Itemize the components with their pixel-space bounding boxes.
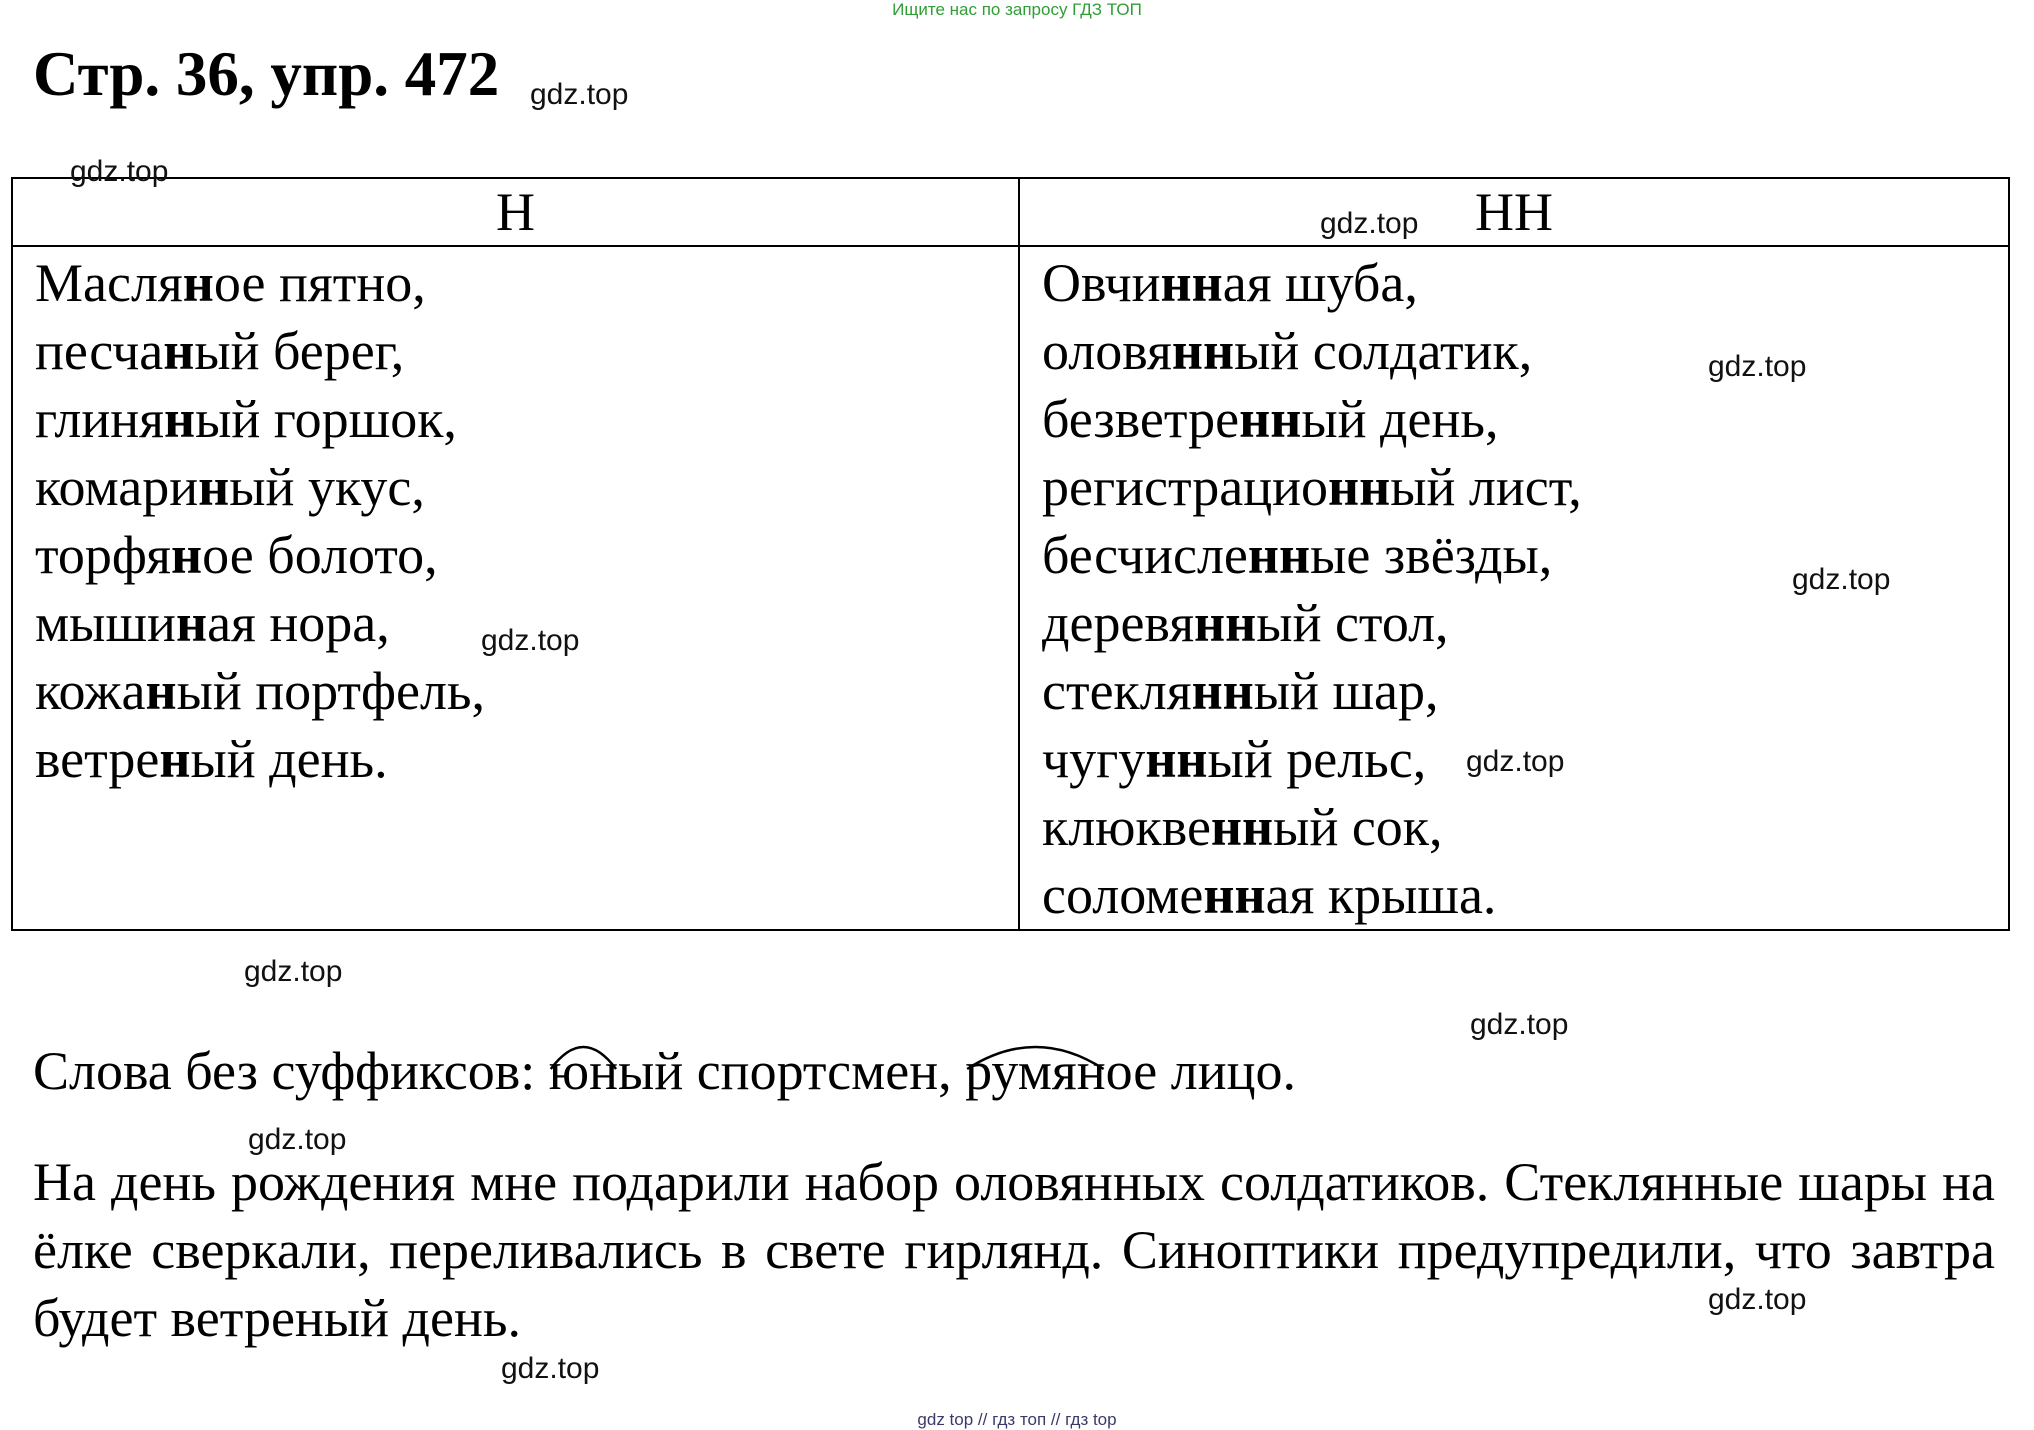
- word-item: [1042, 385, 2008, 453]
- watermark: gdz.top: [1470, 1008, 1569, 1041]
- highlighted-letters: нн: [1239, 389, 1302, 449]
- highlighted-letters: нн: [1145, 729, 1208, 789]
- word-part: глиня: [35, 389, 164, 449]
- word-part: Овчи: [1042, 253, 1161, 313]
- watermark: gdz.top: [248, 1123, 347, 1156]
- table-body-row: [12, 246, 2009, 930]
- word-part: оловя: [1042, 321, 1172, 381]
- word-part: ое пятно,: [213, 253, 426, 313]
- word-part: ый рельс,: [1207, 729, 1427, 789]
- highlighted-letters: н: [164, 389, 196, 449]
- table-header-row: [12, 178, 2009, 246]
- word-part: ый берег,: [194, 321, 405, 381]
- word-part: ое болото,: [202, 525, 438, 585]
- highlighted-letters: нн: [1247, 525, 1311, 585]
- word-item: [1042, 589, 2008, 657]
- highlighted-letters: нн: [1191, 661, 1254, 721]
- word-part: ый солдатик,: [1234, 321, 1533, 381]
- highlighted-letters: нн: [1194, 593, 1257, 653]
- root-rumyan: румян: [965, 1041, 1106, 1101]
- word-item: [35, 317, 1018, 385]
- word-part: бесчисле: [1042, 525, 1248, 585]
- word-item: [35, 385, 1018, 453]
- watermark: gdz.top: [1320, 207, 1419, 240]
- highlighted-letters: н: [159, 729, 191, 789]
- n-nn-table: [11, 177, 2010, 931]
- word-part: ая крыша.: [1265, 865, 1497, 925]
- word-part: соломе: [1042, 865, 1204, 925]
- word-part: регистрацио: [1042, 457, 1329, 517]
- word-part: ый стол,: [1256, 593, 1449, 653]
- word-item: [35, 249, 1018, 317]
- highlighted-letters: н: [182, 253, 214, 313]
- word-part: ая нора,: [207, 593, 390, 653]
- watermark: gdz.top: [244, 955, 343, 988]
- word-part: клюкве: [1042, 797, 1211, 857]
- footer-credits: gdz top // гдз топ // гдз top: [917, 1410, 1117, 1429]
- word-part: ый сок,: [1273, 797, 1443, 857]
- header-nn: НН: [1019, 178, 2009, 246]
- word-item: [1042, 249, 2008, 317]
- highlighted-letters: нн: [1203, 865, 1266, 925]
- watermark: gdz.top: [530, 78, 629, 111]
- word-item: [1042, 453, 2008, 521]
- highlighted-letters: н: [171, 525, 203, 585]
- word-part: комари: [35, 457, 199, 517]
- word-part: Масля: [35, 253, 183, 313]
- highlighted-letters: н: [163, 321, 195, 381]
- word-part: безветре: [1042, 389, 1240, 449]
- word-part: деревя: [1042, 593, 1195, 653]
- highlighted-letters: нн: [1328, 457, 1391, 517]
- page-title: Стр. 36, упр. 472: [33, 39, 500, 109]
- highlighted-letters: нн: [1171, 321, 1235, 381]
- word-part: ый шар,: [1253, 661, 1439, 721]
- word-item: [1042, 861, 2008, 929]
- word-part: стекля: [1042, 661, 1192, 721]
- word-part: песча: [35, 321, 164, 381]
- word-part: мыши: [35, 593, 176, 653]
- example-paragraph: На день рождения мне подарили набор оловянных солдатиков. Стеклянные шары на ёлке сверкали, переливались в свете гирлянд. Синоптики предупредили, что завтра будет ветреный день.: [33, 1152, 1995, 1348]
- word-part: ветре: [35, 729, 160, 789]
- word-part: ая шуба,: [1222, 253, 1418, 313]
- highlighted-letters: н: [175, 593, 208, 653]
- highlighted-letters: н: [198, 457, 230, 517]
- suffixless-word1-rest: ый спортсмен,: [618, 1041, 966, 1101]
- highlighted-letters: нн: [1210, 797, 1274, 857]
- watermark: gdz.top: [481, 624, 580, 657]
- watermark: gdz.top: [1466, 745, 1565, 778]
- word-part: ый день,: [1301, 389, 1499, 449]
- word-part: ый горшок,: [195, 389, 457, 449]
- watermark: gdz.top: [1792, 563, 1891, 596]
- highlighted-letters: нн: [1160, 253, 1223, 313]
- word-part: чугу: [1042, 729, 1146, 789]
- suffixless-word2-rest: ое лицо.: [1105, 1041, 1296, 1101]
- word-part: ый день.: [190, 729, 388, 789]
- word-part: ый укус,: [229, 457, 425, 517]
- watermark: gdz.top: [70, 155, 169, 188]
- root-yun: юн: [548, 1041, 619, 1101]
- top-banner: Ищите нас по запросу ГДЗ ТОП: [892, 0, 1142, 19]
- word-item: [35, 453, 1018, 521]
- word-item: [35, 725, 1018, 793]
- word-part: ый лист,: [1390, 457, 1582, 517]
- word-part: кожа: [35, 661, 146, 721]
- word-part: ый портфель,: [176, 661, 486, 721]
- word-part: торфя: [35, 525, 172, 585]
- highlighted-letters: н: [145, 661, 177, 721]
- watermark: gdz.top: [1708, 1283, 1807, 1316]
- watermark: gdz.top: [1708, 350, 1807, 383]
- word-item: [35, 657, 1018, 725]
- word-item: [1042, 657, 2008, 725]
- word-item: [1042, 317, 2008, 385]
- n-word-list: [13, 247, 1018, 793]
- suffixless-label: Слова без суффиксов:: [33, 1041, 549, 1101]
- header-n: Н: [12, 178, 1019, 246]
- watermark: gdz.top: [501, 1352, 600, 1385]
- n-column: [12, 246, 1019, 930]
- word-part: ые звёзды,: [1310, 525, 1553, 585]
- word-item: [35, 521, 1018, 589]
- word-item: [1042, 793, 2008, 861]
- suffixless-line: [33, 1040, 1296, 1102]
